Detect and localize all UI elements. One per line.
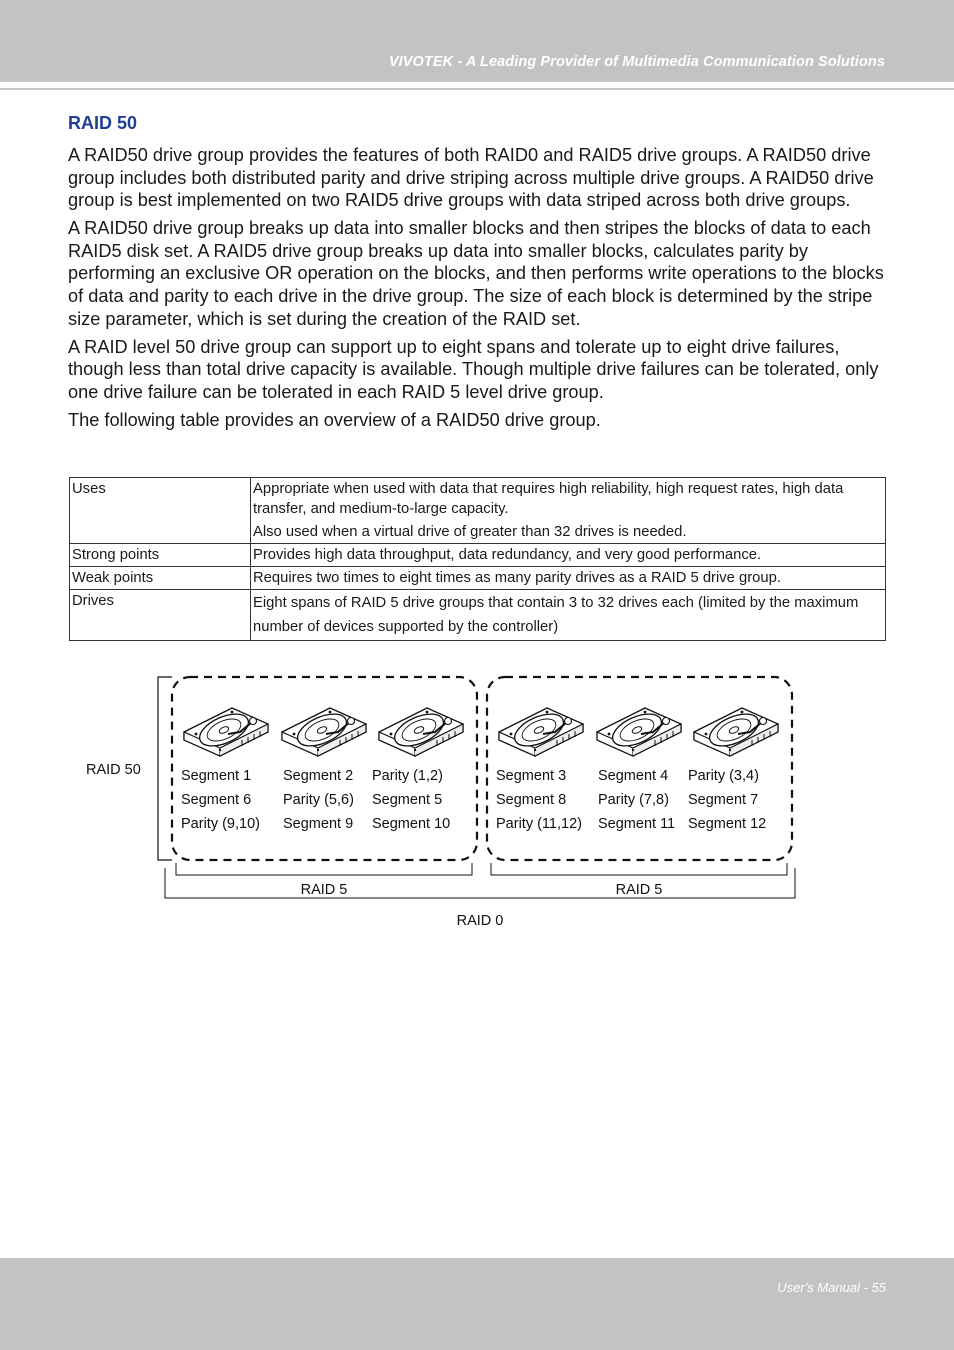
- table-cell-text: Provides high data throughput, data redundancy, and very good performance.: [253, 547, 762, 563]
- segment-label: Segment 10: [372, 816, 451, 832]
- hard-disk-icon: [597, 708, 681, 756]
- segment-label: Segment 9: [283, 816, 354, 832]
- segment-label: Parity (11,12): [496, 816, 582, 832]
- segment-label: Parity (7,8): [598, 792, 669, 808]
- segment-label: Parity (5,6): [283, 792, 354, 808]
- table-row-key: Weak points: [70, 567, 251, 590]
- segment-label: Parity (1,2): [372, 768, 443, 784]
- segment-label: Segment 12: [688, 816, 767, 832]
- segment-label: Segment 1: [181, 768, 252, 784]
- hard-disk-icon: [499, 708, 583, 756]
- hard-disk-icon: [184, 708, 268, 756]
- table-cell-text: Eight spans of RAID 5 drive groups that contain 3 to 32 drives each (limited by the maximum number of devices supported by the controller): [253, 595, 859, 635]
- hard-disk-icon: [694, 708, 778, 756]
- segment-label: Segment 11: [598, 816, 676, 832]
- raid5-bracket: [176, 863, 472, 875]
- table-cell-text: Requires two times to eight times as many parity drives as a RAID 5 drive group.: [253, 570, 781, 586]
- paragraph: The following table provides an overview of a RAID50 drive group.: [68, 410, 601, 431]
- paragraph: A RAID50 drive group provides the features of both RAID0 and RAID5 drive groups. A RAID50 drive group includes both distributed parity and drive striping across multiple drive groups. A RAID50 drive group is best implemented on two RAID5 drive groups with data striped across both drive groups.: [68, 145, 874, 211]
- segment-label: Segment 8: [496, 792, 567, 808]
- hard-disk-icon: [379, 708, 463, 756]
- table-cell-text: Appropriate when used with data that requires high reliability, high request rates, high data transfer, and medium-to-large capacity.: [253, 481, 844, 517]
- paragraph: A RAID50 drive group breaks up data into smaller blocks and then stripes the blocks of data to each RAID5 disk set. A RAID5 drive group breaks up data into smaller blocks, calculates parity by performing an exclusive OR operation on the blocks, and then performs write operations to the blocks of data and parity to each drive in the drive group. The size of each block is determined by the stripe size parameter, which is set during the creation of the RAID set.: [68, 218, 884, 329]
- raid0-label: RAID 0: [456, 913, 504, 929]
- header-tagline: VIVOTEK - A Leading Provider of Multimedia Communication Solutions: [388, 54, 885, 70]
- raid5-label: RAID 5: [615, 882, 663, 898]
- hard-disk-icon: [282, 708, 366, 756]
- diagram-raid50-label: RAID 50: [86, 762, 141, 778]
- segment-label: Segment 2: [283, 768, 354, 784]
- segment-label: Segment 3: [496, 768, 567, 784]
- segment-label: Parity (3,4): [688, 768, 759, 784]
- paragraph: A RAID level 50 drive group can support up to eight spans and tolerate up to eight drive failures, though less than total drive capacity is available. Though multiple drive failures can be tolerated, only one drive failure can be tolerated in each RAID 5 level drive group.: [68, 336, 879, 402]
- segment-label: Segment 5: [372, 792, 443, 808]
- page-number: User's Manual - 55: [777, 1280, 886, 1295]
- page-footer: [0, 1258, 954, 1350]
- table-row-key: Uses: [70, 478, 251, 544]
- table-row-key: Drives: [70, 590, 251, 641]
- raid50-bracket: [158, 677, 172, 860]
- segment-label: Segment 7: [688, 792, 759, 808]
- table-row-key: Strong points: [70, 544, 251, 567]
- segment-label: Segment 4: [598, 768, 669, 784]
- raid5-label: RAID 5: [300, 882, 348, 898]
- raid5-bracket: [491, 863, 787, 875]
- segment-label: Parity (9,10): [181, 816, 260, 832]
- segment-label: Segment 6: [181, 792, 252, 808]
- raid0-bracket: [165, 868, 795, 898]
- section-title: RAID 50: [68, 113, 138, 133]
- table-cell-text: Also used when a virtual drive of greater than 32 drives is needed.: [253, 524, 687, 540]
